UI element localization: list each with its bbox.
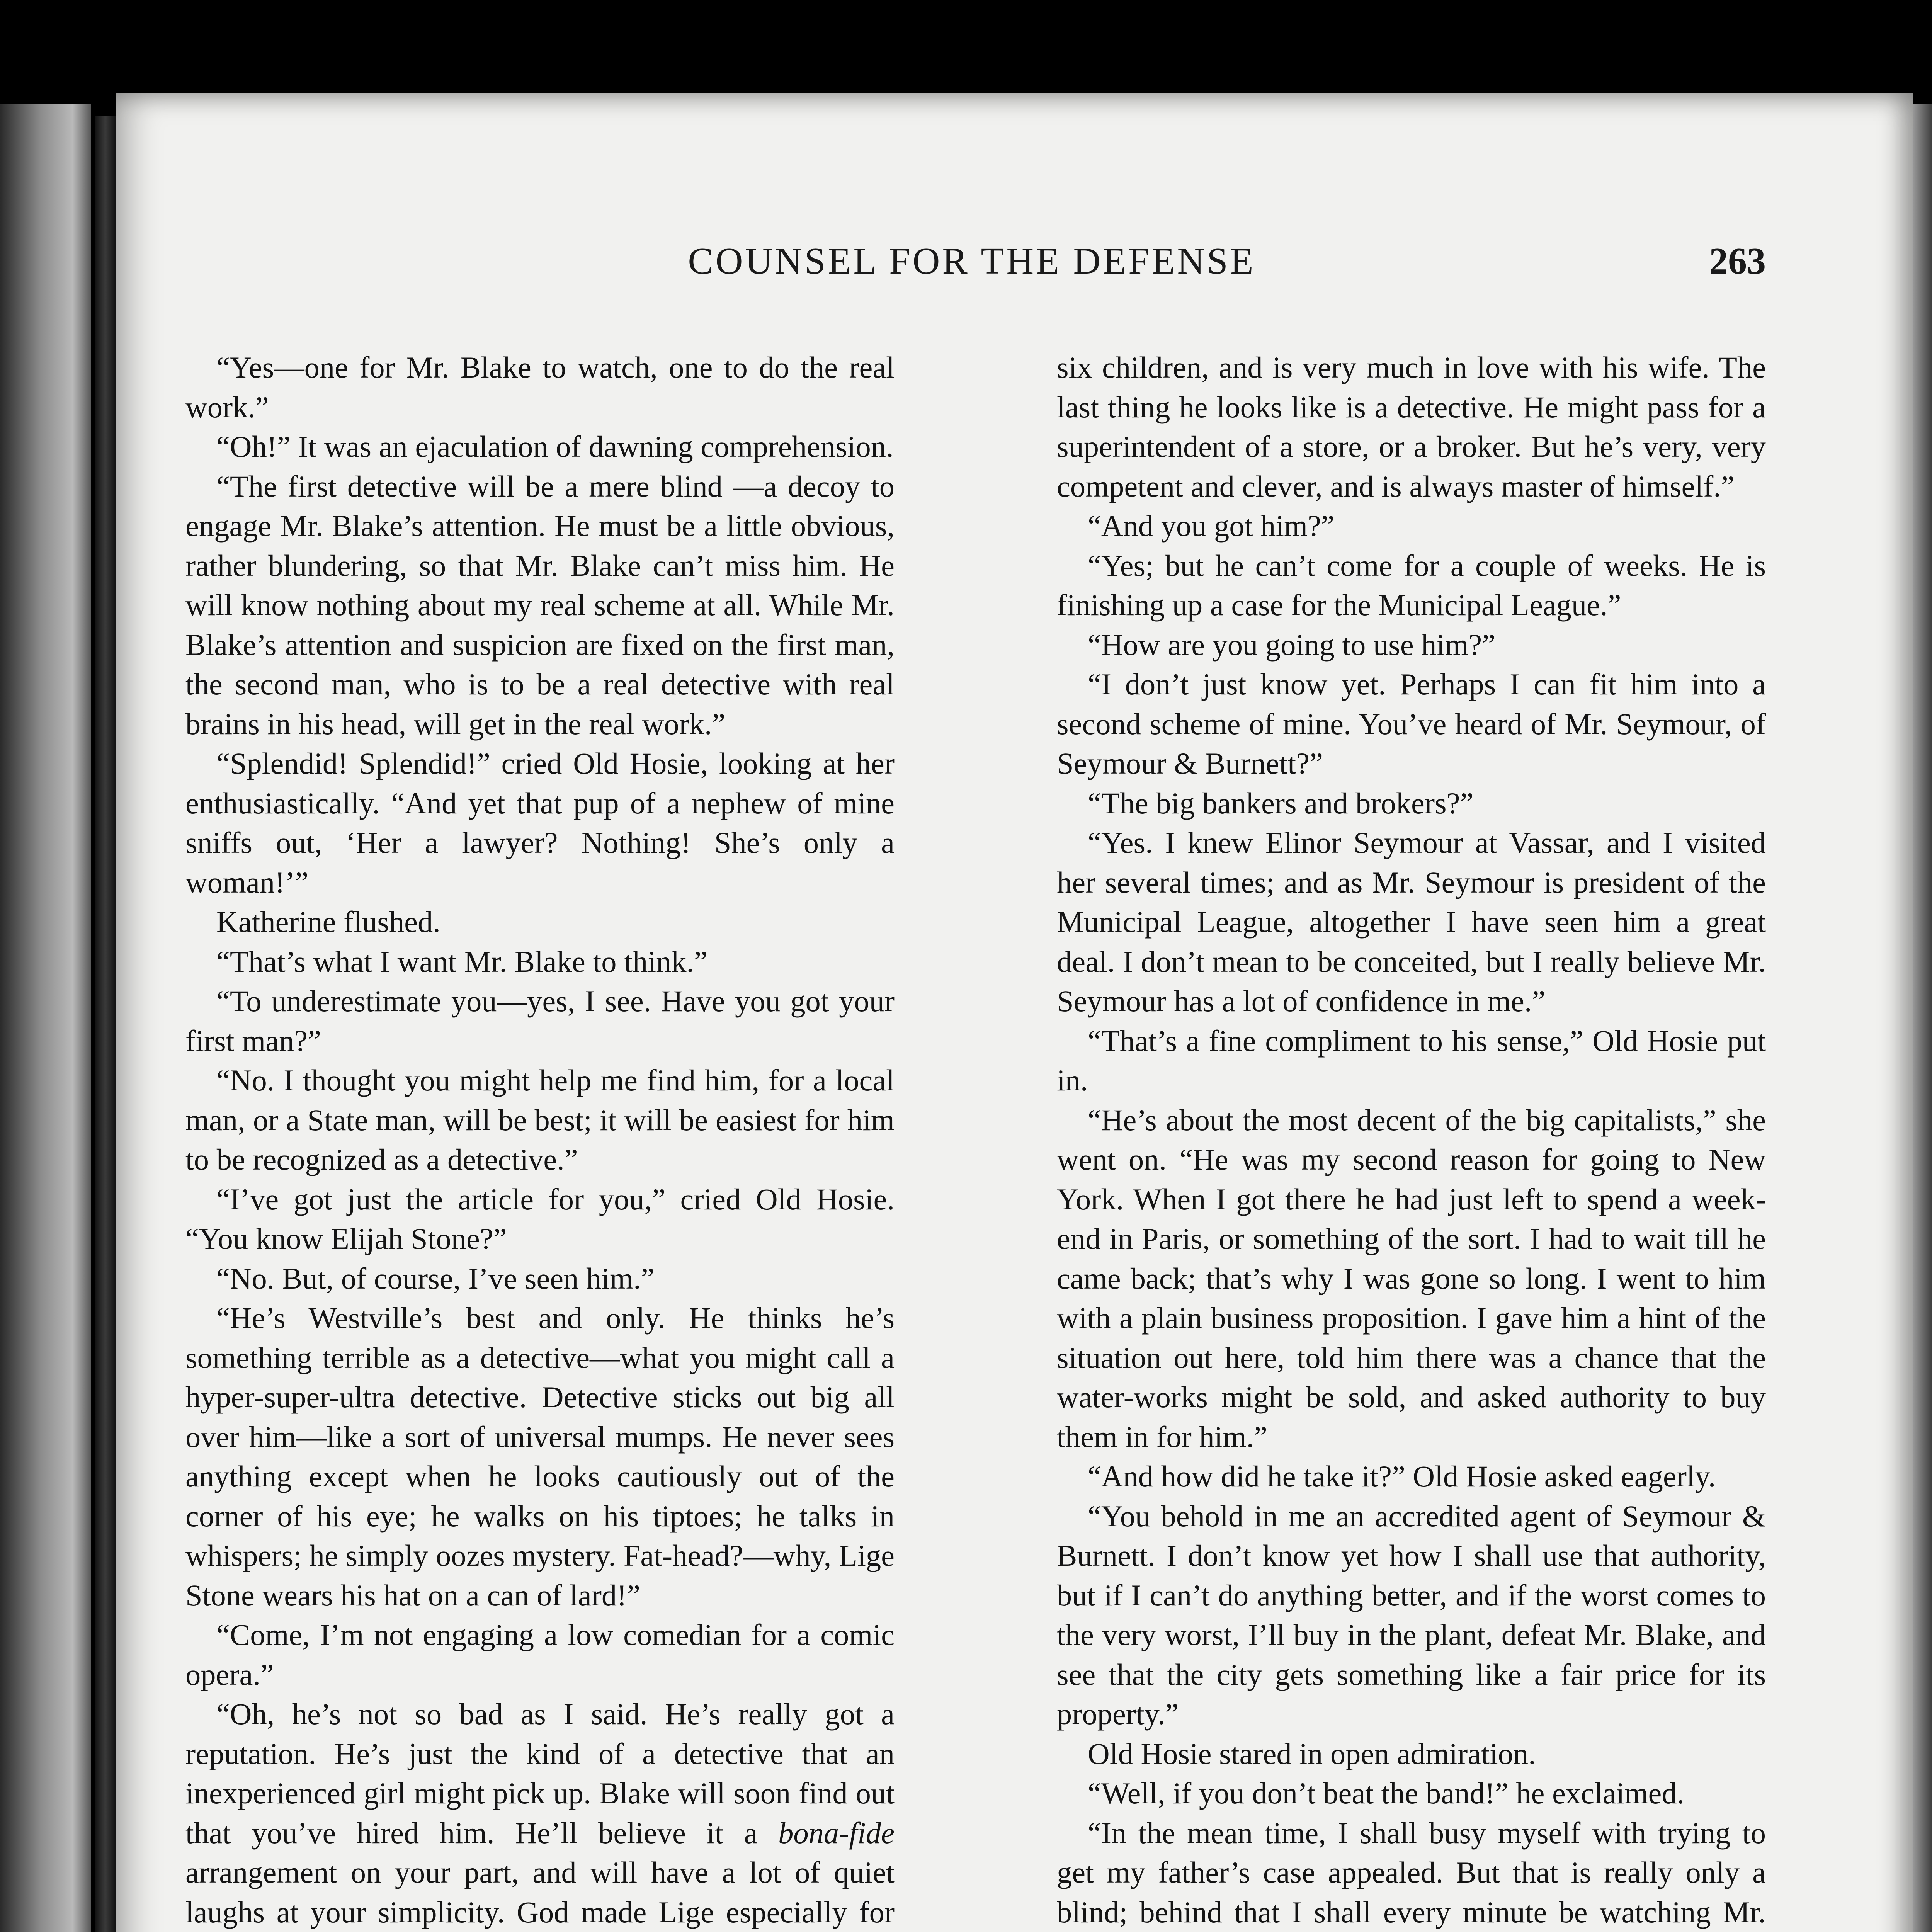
paragraph: “And how did he take it?” Old Hosie asked eagerly. [1088,1459,1716,1493]
paragraph: “The big bankers and brokers?” [1088,786,1474,820]
left-column [185,348,895,1932]
paragraph: “Splendid! Splendid!” cried Old Hosie, looking at her enthusiastically. “And yet that pup of a nephew of mine sniffs out, ‘Her a lawyer? Nothing! She’s only a woman!’” [185,747,895,899]
italic-term: bona-fide [778,1816,895,1850]
text-run: “Oh, he’s not so bad as I said. He’s really got a reputation. He’s just the kind of a detective that an inexperienced girl might pick up. Blake will soon find out that you’ve hired him. He’ll believe it a [185,1697,895,1850]
paragraph: “That’s what I want Mr. Blake to think.” [216,944,707,978]
paragraph: Old Hosie stared in open admiration. [1088,1736,1536,1770]
right-column [1057,348,1766,1932]
paragraph: “And you got him?” [1088,509,1335,543]
paragraph: “I’ve got just the article for you,” cried Old Hosie. “You know Elijah Stone?” [185,1182,895,1255]
paragraph: Katherine flushed. [216,905,440,939]
paragraph: “That’s a fine compliment to his sense,” Old Hosie put in. [1057,1024,1766,1097]
paragraph: “The first detective will be a mere blind —a decoy to engage Mr. Blake’s attention. He must be a little obvious, rather blundering, so that Mr. Blake can’t miss him. He will know nothing about my real scheme at all. While Mr. Blake’s attention and suspicion are fixed on the first man, the second man, who is to be a real detective with real brains in his head, will get in the real work.” [185,469,895,741]
paragraph: “In the mean time, I shall busy myself with trying to get my father’s case appealed. But that is really only a blind; behind that I shall every minute be watching Mr. [1057,1816,1766,1929]
page-edge-shadow [1913,104,1932,1932]
paragraph: “Come, I’m not engaging a low comedian for a comic opera.” [185,1618,895,1691]
facing-page-edge [0,104,91,1932]
paragraph: “Oh!” It was an ejaculation of dawning comprehension. [216,430,894,463]
paragraph: “To underestimate you—yes, I see. Have you got your first man?” [185,984,895,1058]
paragraph: “How are you going to use him?” [1088,628,1496,662]
paragraph: “He’s Westville’s best and only. He thinks he’s something terrible as a detective—what you might call a hyper-super-ultra detective. Detective sticks out big all over him—like a sort of universal mumps. He never sees anything except when he looks cautiously out of the corner of his eye; he walks on his tiptoes; he talks in whispers; he simply oozes mystery. Fat-head?—why, Lige Stone wears his hat on a can of lard!” [185,1301,895,1612]
page-header [178,240,1766,290]
paragraph: “No. I thought you might help me find him, for a local man, or a State man, will be best; it will be easiest for him to be recognized as a detective.” [185,1063,895,1176]
paragraph: “No. But, of course, I’ve seen him.” [216,1261,655,1295]
text-run: arrangement on your part, and will have a lot of quiet laughs at your simplicity. God made Lige especially for [185,1855,895,1929]
paragraph-continuation: six children, and is very much in love with his wife. The last thing he looks like is a detective. He might pass for a superintendent of a store, or a broker. But he’s very, very competent and clever, and is always master of himself.” [1057,350,1766,503]
paragraph: “He’s about the most decent of the big capitalists,” she went on. “He was my second reason for going to New York. When I got there he had just left to spend a week-end in Paris, or something of the sort. I had to wait till he came back; that’s why I was gone so long. I went to him with a plain business proposition. I gave him a hint of the situation out here, told him there was a chance that the water-works might be sold, and asked authority to buy them in for him.” [1057,1103,1766,1454]
paragraph-with-italic [185,1694,895,1932]
book-gutter [95,116,116,1932]
page-number: 263 [1709,240,1766,282]
paragraph: “Yes; but he can’t come for a couple of weeks. He is finishing up a case for the Municipal League.” [1057,548,1766,622]
paragraph: “I don’t just know yet. Perhaps I can fit him into a second scheme of mine. You’ve heard of Mr. Seymour, of Seymour & Burnett?” [1057,667,1766,780]
paragraph: “You behold in me an accredited agent of Seymour & Burnett. I don’t know yet how I shall use that authority, but if I can’t do anything better, and if the worst comes to the very worst, I’ll buy in the plant, defeat Mr. Blake, and see that the city gets something like a fair price for its property.” [1057,1499,1766,1731]
paragraph: “Well, if you don’t beat the band!” he exclaimed. [1088,1776,1685,1810]
paragraph: “Yes—one for Mr. Blake to watch, one to do the real work.” [185,350,895,424]
paragraph: “Yes. I knew Elinor Seymour at Vassar, and I visited her several times; and as Mr. Seymour is president of the Municipal League, altogether I have seen him a great deal. I don’t mean to be conceited, but I really believe Mr. Seymour has a lot of confidence in me.” [1057,826,1766,1018]
running-title: COUNSEL FOR THE DEFENSE [688,240,1256,282]
